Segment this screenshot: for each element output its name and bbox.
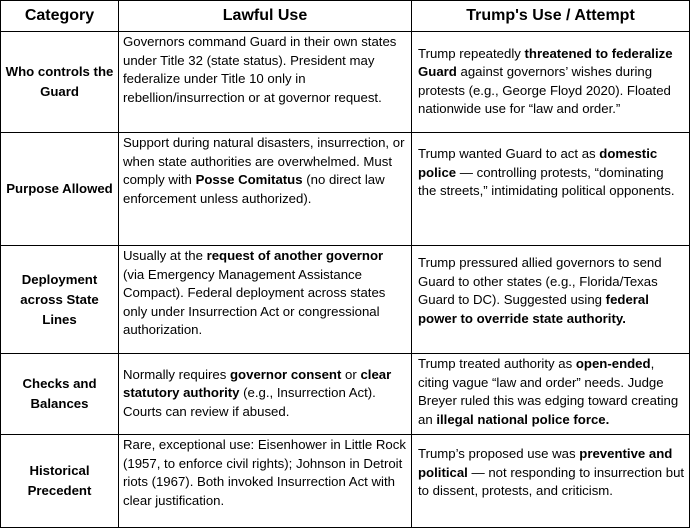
bold-text-run: governor consent bbox=[230, 366, 342, 382]
text-run: Trump repeatedly bbox=[418, 45, 525, 61]
table-row bbox=[1, 435, 690, 528]
bold-text-run: domestic police bbox=[418, 146, 658, 180]
lawful-use-cell bbox=[119, 435, 412, 528]
trump-use-cell bbox=[412, 354, 690, 435]
lawful-use-cell bbox=[119, 32, 412, 133]
header-trump-use: Trump's Use / Attempt bbox=[412, 1, 690, 32]
header-category: Category bbox=[1, 1, 119, 32]
table-row bbox=[1, 354, 690, 435]
trump-use-cell bbox=[412, 435, 690, 528]
text-run: Trump pressured allied governors to send Guard to other states (e.g., Florida/Texas Guard to DC). Suggested using bbox=[418, 255, 662, 307]
lawful-use-cell bbox=[119, 354, 412, 435]
lawful-use-cell bbox=[119, 133, 412, 246]
bold-text-run: open-ended bbox=[575, 356, 651, 371]
text-run: Governors command Guard in their own states under Title 32 (state status). President may federalize under Title 10 only in rebellion/insurrection or at governor request. bbox=[123, 34, 397, 105]
text-run: (e.g., Insurrection Act). Courts can review if abused. bbox=[123, 385, 376, 419]
category-cell: Purpose Allowed bbox=[1, 133, 119, 246]
bold-text-run: illegal national police force. bbox=[436, 411, 610, 427]
table-row bbox=[1, 246, 690, 354]
bold-text-run: request of another governor bbox=[206, 248, 384, 263]
text-run: — controlling protests, “dominating the streets,” intimidating political opponents. bbox=[418, 164, 675, 198]
lawful-use-cell bbox=[119, 246, 412, 354]
text-run: — not responding to insurrection but to dissent, protests, and criticism. bbox=[418, 464, 685, 498]
bold-text-run: clear statutory authority bbox=[123, 366, 392, 401]
text-run: Support during natural disasters, insurrection, or when state authorities are overwhelmed. Must comply with bbox=[123, 135, 405, 187]
text-run: Rare, exceptional use: Eisenhower in Little Rock (1957, to enforce civil rights); Johnson in Detroit riots (1967). Both invoked Insurrection Act with clear justification. bbox=[123, 437, 406, 508]
category-cell: Who controls the Guard bbox=[1, 32, 119, 133]
trump-use-cell bbox=[412, 133, 690, 246]
text-run: , citing vague “law and order” needs. Judge Breyer ruled this was edging toward creating an bbox=[418, 356, 679, 427]
text-run: Normally requires bbox=[123, 366, 230, 382]
text-run: Trump’s proposed use was bbox=[418, 446, 580, 461]
bold-text-run: preventive and political bbox=[418, 446, 673, 480]
table-row bbox=[1, 133, 690, 246]
header-row bbox=[1, 1, 690, 32]
category-cell: Deployment across State Lines bbox=[1, 246, 119, 354]
bold-text-run: Posse Comitatus bbox=[195, 172, 303, 187]
text-run: (no direct law enforcement unless authorized). bbox=[123, 172, 385, 206]
bold-text-run: threatened to federalize Guard bbox=[418, 45, 673, 79]
header-lawful-use: Lawful Use bbox=[119, 1, 412, 32]
trump-use-cell bbox=[412, 32, 690, 133]
text-run: Trump wanted Guard to act as bbox=[418, 146, 600, 161]
bold-text-run: federal power to override state authority. bbox=[418, 292, 649, 326]
text-run: Usually at the bbox=[123, 248, 207, 263]
text-run: (via Emergency Management Assistance Compact). Federal deployment across states only under Insurrection Act or congressional authorization. bbox=[123, 266, 386, 337]
text-run: Trump treated authority as bbox=[418, 356, 576, 371]
table-row bbox=[1, 32, 690, 133]
text-run: or bbox=[341, 366, 361, 382]
trump-use-cell bbox=[412, 246, 690, 354]
text-run: against governors’ wishes during protests (e.g., George Floyd 2020). Floated nationwide use for “law and order.” bbox=[418, 64, 671, 116]
category-cell: Checks and Balances bbox=[1, 354, 119, 435]
category-cell: Historical Precedent bbox=[1, 435, 119, 528]
